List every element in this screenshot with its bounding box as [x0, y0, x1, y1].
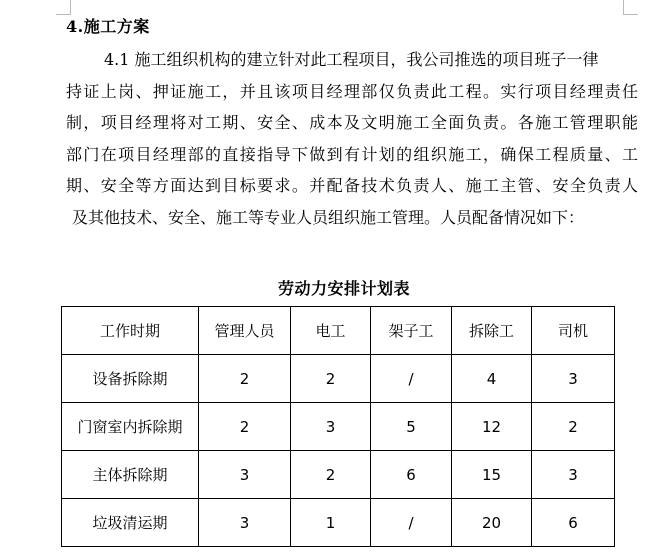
table-cell: /: [371, 499, 452, 547]
table-cell: 2: [199, 355, 291, 403]
paragraph-line: 持证上岗、押证施工，并且该项目经理部仅负责此工程。实行项目经理责任: [66, 81, 638, 101]
table-header-row: [62, 307, 615, 355]
section-title: 4.施工方案: [66, 17, 150, 36]
table-cell: 2: [291, 355, 371, 403]
table-cell: 3: [291, 403, 371, 451]
header-cell: 拆除工: [452, 307, 532, 355]
table-cell: 6: [371, 451, 452, 499]
table-cell: /: [371, 355, 452, 403]
header-cell: 工作时期: [62, 307, 199, 355]
table-cell: 20: [452, 499, 532, 547]
paragraph-line: 制，项目经理将对工期、安全、成本及文明施工全面负责。各施工管理职能: [66, 113, 638, 132]
table-row: [62, 499, 615, 547]
table-cell: 3: [532, 355, 615, 403]
table-cell: 2: [291, 451, 371, 499]
table-cell: 2: [532, 403, 615, 451]
table-cell: 15: [452, 451, 532, 499]
table-cell: 主体拆除期: [62, 451, 199, 499]
paragraph-line: 及其他技术、安全、施工等专业人员组织施工管理。人员配备情况如下：: [72, 207, 585, 227]
table-row: [62, 451, 615, 499]
table-cell: 设备拆除期: [62, 355, 199, 403]
labor-plan-table: [61, 306, 615, 547]
header-cell: 司机: [532, 307, 615, 355]
table-cell: 5: [371, 403, 452, 451]
header-cell: 管理人员: [199, 307, 291, 355]
header-cell: 电工: [291, 307, 371, 355]
table-title: 劳动力安排计划表: [277, 279, 410, 298]
table-cell: 2: [199, 403, 291, 451]
table-row: [62, 355, 615, 403]
paragraph-line: 部门在项目经理部的直接指导下做到有计划的组织施工，确保工程质量、工: [66, 144, 638, 164]
body-paragraph: [66, 44, 638, 233]
page-corner-mark-right: [623, 0, 638, 15]
page-corner-mark-left: [56, 0, 71, 15]
table-cell: 3: [199, 499, 291, 547]
table-cell: 12: [452, 403, 532, 451]
table-cell: 6: [532, 499, 615, 547]
header-cell: 架子工: [371, 307, 452, 355]
table-cell: 垃圾清运期: [62, 499, 199, 547]
table-cell: 4: [452, 355, 532, 403]
paragraph-line: 4.1 施工组织机构的建立针对此工程项目，我公司推选的项目班子一律: [104, 50, 599, 69]
table-cell: 1: [291, 499, 371, 547]
table-row: [62, 403, 615, 451]
paragraph-line: 期、安全等方面达到目标要求。并配备技术负责人、施工主管、安全负责人: [66, 176, 638, 195]
table-cell: 3: [199, 451, 291, 499]
table-cell: 门窗室内拆除期: [62, 403, 199, 451]
table-cell: 3: [532, 451, 615, 499]
